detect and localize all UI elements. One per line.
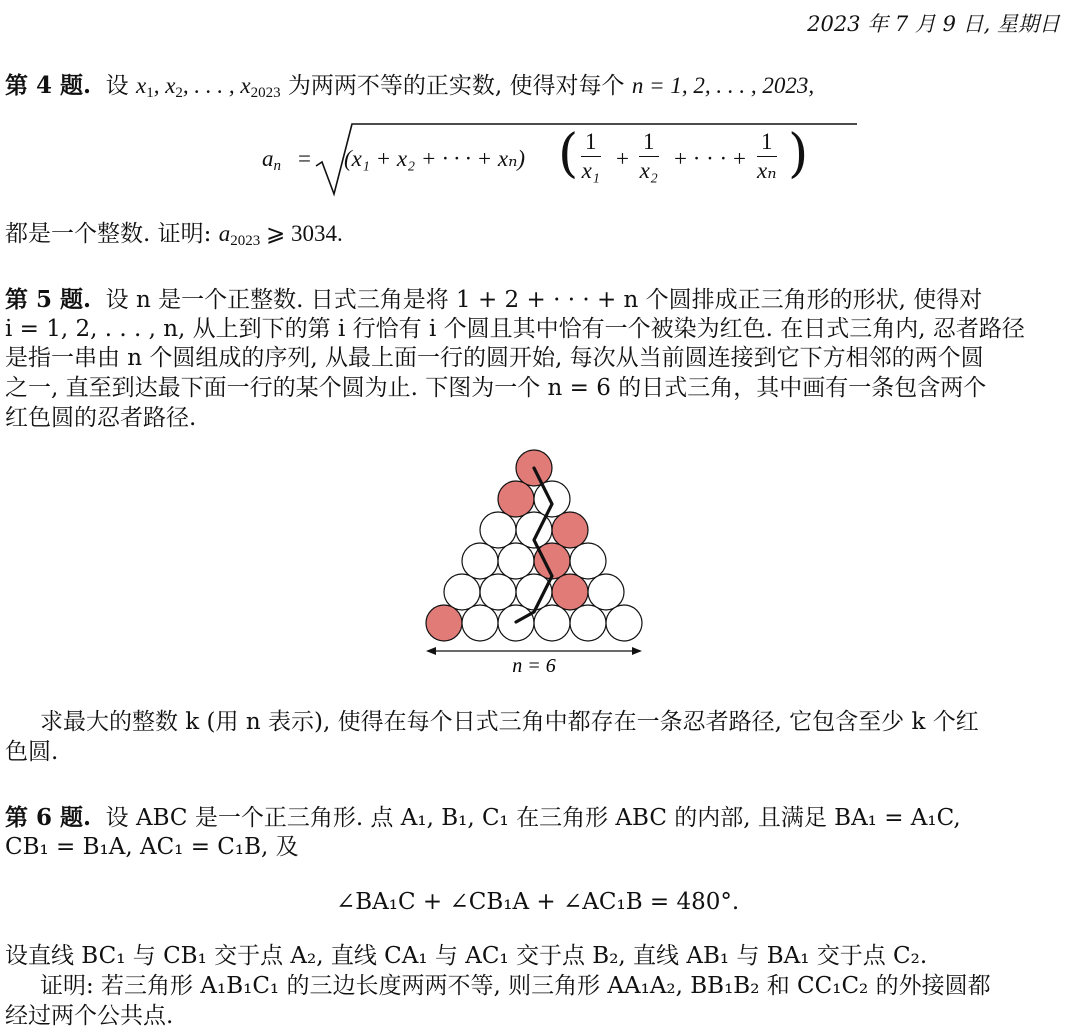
formula-rparen: ) [788,124,809,184]
problem-6-line-2: CB₁ = B₁A, AC₁ = C₁B, 及 [5,834,299,860]
white-circle [462,605,498,641]
formula-lparen: ( [558,124,579,184]
white-circle [462,543,498,579]
header-date: 2023 年 7 月 9 日, 星期日 [807,12,1060,36]
problem-5-line-4: 之一, 直至到达最下面一行的某个圆为止. 下图为一个 n = 6 的日式三角，其中画有一条包含两个 [5,375,987,401]
formula-dots: + · · · + [674,146,746,171]
frac-1-over-x2: $\frac{1}{\text{x₂}}$ [639,129,658,183]
white-circle [498,543,534,579]
problem-5-line-3: 是指一串由 n 个圆组成的序列, 从最上面一行的圆开始, 每次从当前圆连接到它下方相邻的两个圆 [5,345,984,371]
formula-sum: (x₁ + x₂ + · · · + xₙ) [344,146,526,171]
white-circle [606,605,642,641]
white-circle [534,481,570,517]
white-circle [444,574,480,610]
problem-6-line-1: 第 6 题. 设 ABC 是一个正三角形. 点 A₁, B₁, C₁ 在三角形 ABC 的内部, 且满足 BA₁ = A₁C, [5,804,961,831]
red-circle [498,481,534,517]
width-arrow-left-head [426,647,436,655]
problem-4-label: 第 4 题. [5,72,92,99]
white-circle [570,543,606,579]
red-circle [552,574,588,610]
problem-4-intro: 设 [105,73,136,99]
problem-5-line-1: 第 5 题. 设 n 是一个正整数. 日式三角是将 1 + 2 + · · · + n 个圆排成正三角形的形状, 使得对 [5,286,983,313]
white-circle [534,605,570,641]
problem-6-label: 第 6 题. [5,804,92,831]
problem-5-line-2: i = 1, 2, . . . , n, 从上到下的第 i 行恰有 i 个圆且其中恰有一个被染为红色. 在日式三角内, 忍者路径 [5,316,1025,342]
problem-4-conclusion: 都是一个整数. 证明: $a_{2023}$ ⩾ 3034. [5,221,343,249]
problem-6-equation: ∠BA₁C + ∠CB₁A + ∠AC₁B = 480°. [336,889,740,915]
white-circle [480,574,516,610]
n-range: n = 1, 2, . . . , 2023, [631,73,815,98]
problem-4-intro-b: 为两两不等的正实数, 使得对每个 [280,73,632,99]
red-circle [552,512,588,548]
problem-6-line-4: 证明: 若三角形 A₁B₁C₁ 的三边长度两两不等, 则三角形 AA₁A₂, BB₁B₂ 和 CC₁C₂ 的外接圆都 [40,973,991,999]
frac-1-over-x1: $\frac{1}{\text{x₁}}$ [581,129,600,183]
white-circle [516,574,552,610]
problem-6-line-3: 设直线 BC₁ 与 CB₁ 交于点 A₂, 直线 CA₁ 与 AC₁ 交于点 B₂, 直线 AB₁ 与 BA₁ 交于点 C₂. [5,943,928,969]
japanese-triangle-figure [418,448,658,678]
white-circle [570,605,606,641]
figure-n-label: n = 6 [512,655,556,677]
white-circle [480,512,516,548]
var-x-list: $x_1$, $x_2$, . . . , $x_{2023}$ [135,73,281,101]
problem-5-question-line-1: 求最大的整数 k (用 n 表示), 使得在每个日式三角中都存在一条忍者路径, 它包含至少 k 个红 [40,709,979,735]
red-circle [426,605,462,641]
formula-lhs: $a_n$ [262,146,281,174]
white-circle [588,574,624,610]
formula-equals: = [298,146,311,171]
problem-5-label: 第 5 题. [5,286,92,313]
problem-5-line-5: 红色圆的忍者路径. [5,405,197,431]
problem-6-line-5: 经过两个公共点. [5,1003,174,1029]
formula-plus: + [616,146,629,171]
problem-5-question-line-2: 色圆. [5,739,59,765]
width-arrow-right-head [632,647,642,655]
problem-4-statement [5,72,814,100]
frac-1-over-xn: $\frac{1}{\text{xₙ}}$ [757,129,777,183]
